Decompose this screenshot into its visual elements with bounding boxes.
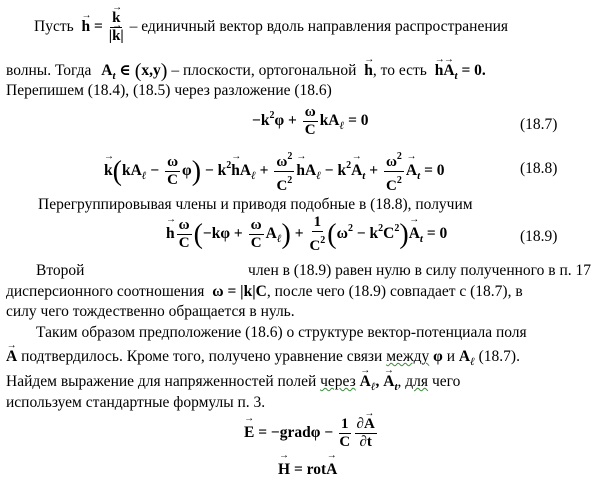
text-pust: Пусть (34, 18, 74, 36)
text-posle: , после чего (18.9) совпадает с (18.7), в (266, 283, 523, 300)
formula-H: → H = rot→ A (278, 461, 337, 479)
para3-line2 (6, 283, 523, 301)
text-dlya: для (405, 373, 429, 390)
equation-18-9: → h $\frac{\omega}{C}$ (−kφ + $\frac{\omega}{C}$ $A_\ell$) + $\frac{1}{C^2}$ $(\omega^2 - k^2C^2)\to A_t = 0$ (166, 214, 447, 255)
math-A-ell: $A_\ell$ (458, 348, 475, 368)
math-A-ell-At: → $A_\ell$, → $A_t$ (360, 373, 398, 390)
eqno-18-9: (18.9) (520, 228, 558, 245)
math-hAt-zero: → $h\to A_t = 0$. (435, 62, 486, 79)
text-cherez: через (320, 373, 356, 390)
text-rot: rot (306, 461, 327, 478)
eqno-18-8: (18.8) (520, 160, 558, 177)
text-to-est: , то есть (372, 62, 427, 79)
para4-line2 (6, 348, 520, 371)
text-perepishem: Перепишем (18.4), (18.5) через разложение (18.6) (6, 82, 332, 99)
math-At-in-xy: $A_t$ ∈ (x,y) (101, 60, 168, 82)
text-podtverdilos: подтвердилось. Кроме того, получено уравнение связи (21, 348, 383, 365)
text-i: и (446, 348, 455, 365)
text-unit-vector: – единичный вектор вдоль направления распространения (129, 18, 509, 36)
text-vtoroy: Второй (36, 262, 85, 279)
formula-E: → E = −gradφ − $\frac{1}{C}$ $\frac{\partial\to A}{\partial t}$ (244, 416, 379, 451)
text-ploskosti: – плоскости, ортогональной (171, 62, 357, 79)
h-definition: → h = → $\frac{k}{|\to k|}$ (82, 18, 130, 35)
para4-line4: используем стандартные формулы п. 3. (6, 394, 266, 411)
math-h: → h (364, 62, 373, 80)
text-chego: чего (431, 373, 461, 390)
text-ref-187: (18.7). (478, 348, 520, 365)
para4-line3: Найдем выражение для напряженностей полей через → $A_\ell$, → $A_t$, для чего (6, 373, 460, 396)
equation-18-7: $-k^2\varphi$ + $\frac{\omega}{C}$ $kA_\ell = 0$ (252, 104, 369, 138)
text-grad: grad (279, 424, 311, 442)
para3-line3: силу чего тождественно обращается в нуль. (6, 303, 295, 320)
math-dispersion-relation: ω = |k|C (212, 283, 267, 300)
para4-line1: Таким образом предположение (18.6) о структуре вектор-потенциала поля (36, 324, 527, 341)
para1-line3 (6, 82, 332, 100)
text-dispersion: дисперсионного соотношения (6, 283, 205, 300)
para1-line1 (34, 10, 508, 45)
eqno-18-7: (18.7) (520, 116, 558, 133)
text-naydem: Найдем выражение для напряженностей полей (6, 373, 317, 390)
text-volny: волны. Тогда (6, 62, 92, 79)
math-phi: φ (433, 348, 443, 365)
text-chlen: член в (18.9) равен нулю в силу полученного в п. 17 (248, 262, 591, 279)
para3-line1 (36, 262, 591, 280)
para2: Перегруппировывая члены и приводя подобные в (18.8), получим (38, 196, 473, 213)
text-mezhdu: между (386, 348, 430, 365)
math-A-vec: → A (6, 348, 17, 366)
equation-18-8: → $k(kA_\ell$ − $\frac{\omega}{C}$ $\varphi) - k^2\to hA_\ell$ + $\frac{\omega^2}{C^2}$ → $hA_\ell - k^2\to A_t$ + $\frac{\omega^2}{C^2}$ → $A_t = 0$ (104, 148, 445, 195)
